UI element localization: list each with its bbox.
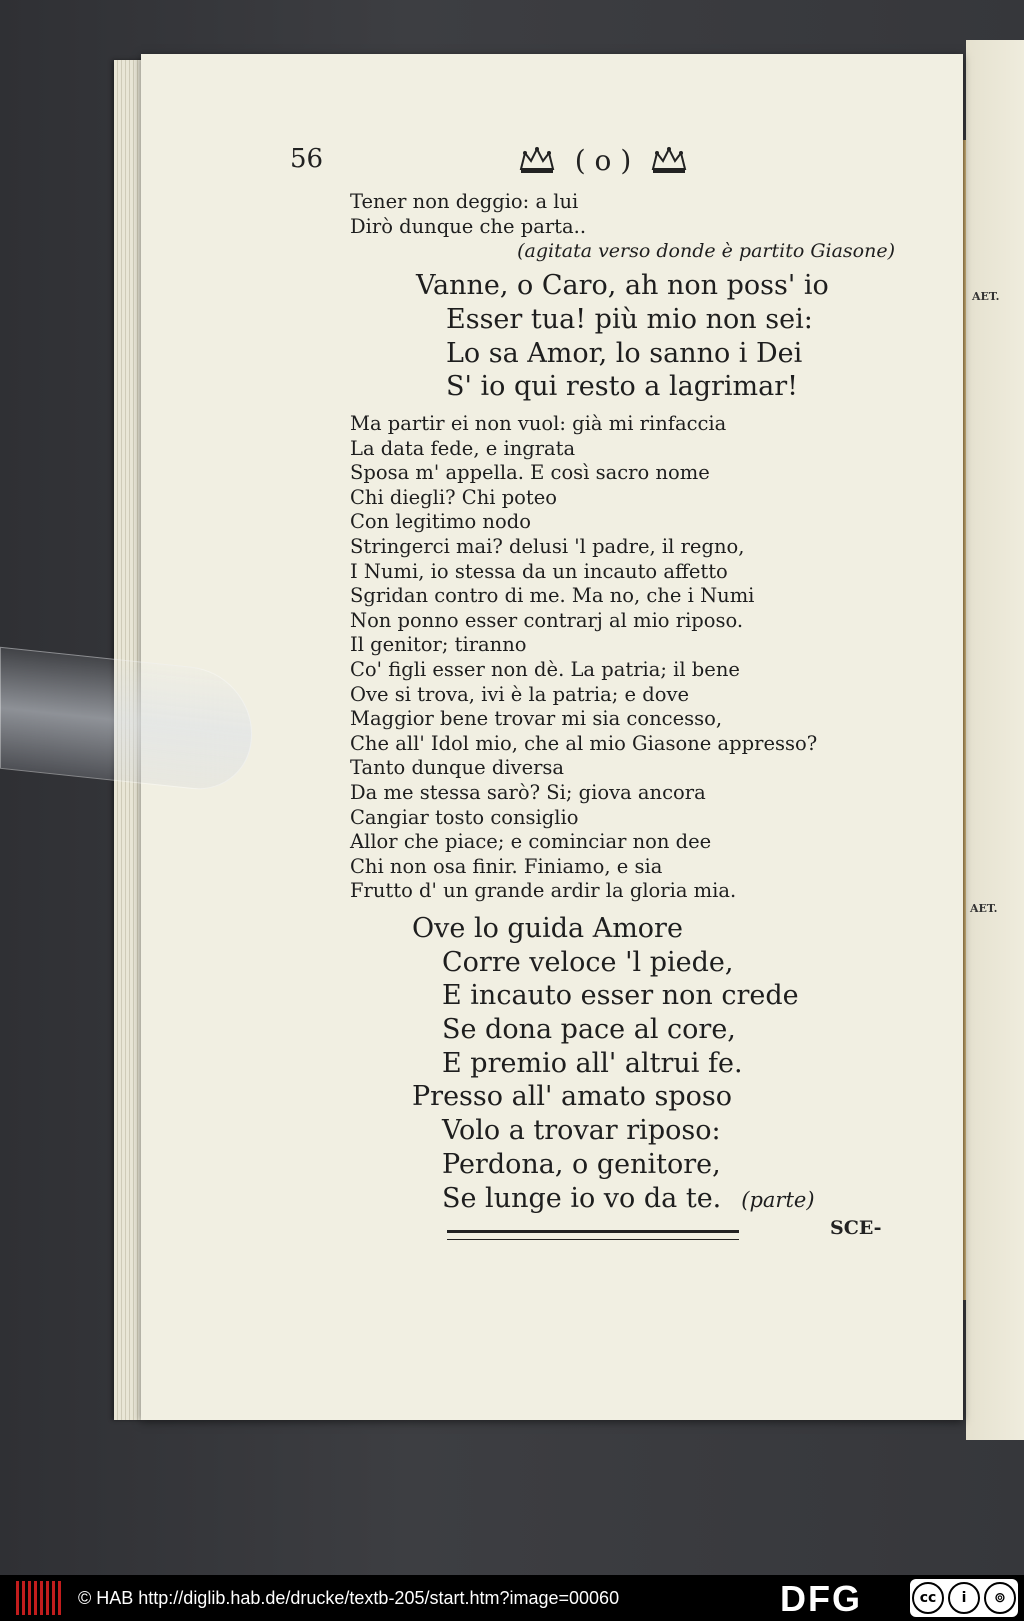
recitative-line: Chi diegli? Chi poteo <box>350 485 558 509</box>
recitative-line: Allor che piace; e cominciar non dee <box>350 830 712 854</box>
catchword: SCE- <box>830 1217 882 1239</box>
stage-direction: (agitata verso donde è partito Giasone) <box>517 240 895 263</box>
aria-line: Corre veloce 'l piede, <box>442 946 734 978</box>
recitative-line: Stringerci mai? delusi 'l padre, il regno, <box>350 534 745 558</box>
aria-line: Esser tua! più mio non sei: <box>446 303 813 335</box>
side-label-2: AET. <box>970 902 998 915</box>
crown-ornament-icon <box>649 145 689 175</box>
aria-line: E incauto esser non crede <box>442 980 799 1012</box>
recitative-line: Frutto d' un grande ardir la gloria mia. <box>350 879 737 903</box>
dfg-logo[interactable]: DFG <box>780 1578 862 1619</box>
footer-bar <box>0 1575 1024 1621</box>
page-header <box>478 140 728 180</box>
exit-direction: (parte) <box>741 1187 815 1212</box>
aria-line: Ove lo guida Amore <box>412 912 683 944</box>
recitative-line: Sgridan contro di me. Ma no, che i Numi <box>350 584 755 608</box>
footer-link[interactable]: © HAB http://diglib.hab.de/drucke/textb-205/start.htm?image=00060 <box>78 1587 620 1608</box>
recitative-line: Il genitor; tiranno <box>350 633 527 657</box>
section-rule <box>447 1230 739 1240</box>
recitative-line: Da me stessa sarò? Si; giova ancora <box>350 780 706 804</box>
recitative-line: Sposa m' appella. E così sacro nome <box>350 461 710 485</box>
aria-line: Lo sa Amor, lo sanno i Dei <box>446 337 803 369</box>
page-number: 56 <box>290 144 324 174</box>
aria-line-text: Se lunge io vo da te. <box>442 1182 722 1214</box>
crown-ornament-icon <box>517 145 557 175</box>
aria-line: Vanne, o Caro, ah non poss' io <box>416 270 829 302</box>
recitative-line: Cangiar tosto consiglio <box>350 805 579 829</box>
facing-page <box>966 40 1024 1440</box>
recitative-line: Chi non osa finir. Finiamo, e sia <box>350 854 663 878</box>
cc-license-badge[interactable] <box>910 1579 1018 1617</box>
recitative-line: Maggior bene trovar mi sia concesso, <box>350 707 723 731</box>
recitative-line: Tanto dunque diversa <box>350 756 565 780</box>
sa-icon: ⊚ <box>984 1582 1016 1614</box>
recitative-line: Co' figli esser non dè. La patria; il bene <box>350 657 740 681</box>
recitative-line: Con legitimo nodo <box>350 510 531 534</box>
header-text: ( o ) <box>574 143 632 177</box>
aria-line: Perdona, o genitore, <box>442 1148 721 1180</box>
recitative-line: La data fede, e ingrata <box>350 436 576 460</box>
recitative-line: Non ponno esser contrarj al mio riposo. <box>350 608 744 632</box>
side-label-1: AET. <box>972 290 1000 303</box>
aria-line: E premio all' altrui fe. <box>442 1047 743 1079</box>
recitative-line: Che all' Idol mio, che al mio Giasone appresso? <box>350 731 818 755</box>
recitative-line: Dirò dunque che parta.. <box>350 214 587 238</box>
hab-barcode-icon <box>16 1581 64 1615</box>
by-icon: i <box>948 1582 980 1614</box>
recitative-line: I Numi, io stessa da un incauto affetto <box>350 559 728 583</box>
recitative-line: Ove si trova, ivi è la patria; e dove <box>350 682 690 706</box>
aria-line: S' io qui resto a lagrimar! <box>446 371 798 403</box>
aria-line-last <box>350 1182 910 1218</box>
recitative-line: Tener non deggio: a lui <box>350 190 579 213</box>
aria-line: Volo a trovar riposo: <box>442 1115 721 1147</box>
text-block <box>350 190 910 1217</box>
recitative-line: Ma partir ei non vuol: già mi rinfaccia <box>350 412 727 435</box>
aria-line: Presso all' amato sposo <box>412 1081 732 1113</box>
aria-line: Se dona pace al core, <box>442 1013 736 1045</box>
cc-icon: cc <box>912 1582 944 1614</box>
